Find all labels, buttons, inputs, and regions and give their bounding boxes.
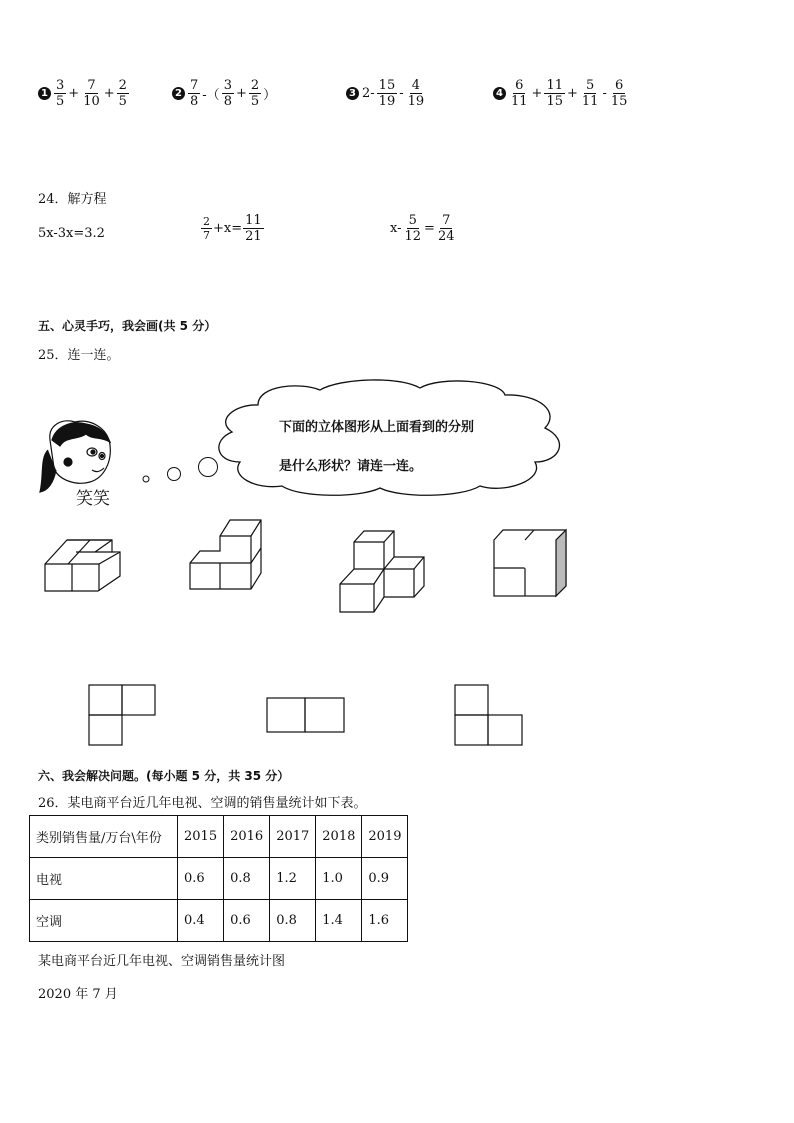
item-number: 3 xyxy=(346,87,359,100)
table-cell: 类别销售量/万台\年份 xyxy=(30,816,178,858)
table-cell: 0.6 xyxy=(178,858,224,900)
fraction: $\frac{7}{10}$ xyxy=(83,78,100,109)
equation-2: $\frac{2}{7}$ +x= $\frac{11}{21}$ xyxy=(203,213,262,244)
solid-figure-2 xyxy=(190,520,261,589)
fraction: $\frac{4}{19}$ xyxy=(407,78,425,109)
section-6-title: 六、我会解决问题。(每小题 5 分，共 35 分） xyxy=(38,769,290,783)
chart-title: 某电商平台近几年电视、空调销售量统计图 xyxy=(38,954,286,969)
table-cell: 2016 xyxy=(224,816,270,858)
operator: + xyxy=(235,86,247,101)
solid-figure-1 xyxy=(45,540,120,591)
table-cell: 1.0 xyxy=(316,858,362,900)
girl-name: 笑笑 xyxy=(76,489,110,509)
table-row xyxy=(30,858,408,900)
solid-figure-3 xyxy=(340,531,424,612)
table-row xyxy=(30,816,408,858)
item-number: 1 xyxy=(38,87,51,100)
fraction: $\frac{15}{19}$ xyxy=(378,78,396,109)
q25-title: 25．连一连。 xyxy=(38,348,120,363)
solid-figure-4 xyxy=(494,530,566,596)
table-cell: 0.8 xyxy=(224,858,270,900)
item-number: 2 xyxy=(172,87,185,100)
table-cell: 2015 xyxy=(178,816,224,858)
sales-table xyxy=(29,815,408,942)
table-cell: 0.8 xyxy=(270,900,316,942)
operator: 2- xyxy=(362,86,375,101)
fraction: $\frac{6}{11}$ xyxy=(511,78,528,109)
equation-3: x- $\frac{5}{12}$ = $\frac{7}{24}$ xyxy=(390,213,455,244)
thought-dot-small xyxy=(143,476,149,482)
top-view-3 xyxy=(455,685,522,745)
q24-title: 24．解方程 xyxy=(38,192,107,207)
item-number: 4 xyxy=(493,87,506,100)
section-5-title: 五、心灵手巧，我会画(共 5 分） xyxy=(38,319,217,333)
operator: - xyxy=(602,86,607,101)
table-cell: 0.6 xyxy=(224,900,270,942)
fraction: $\frac{7}{8}$ xyxy=(190,78,199,109)
fraction: $\frac{2}{5}$ xyxy=(250,78,260,109)
table-cell: 电视 xyxy=(30,858,178,900)
bubble-line-2: 是什么形状？请连一连。 xyxy=(279,459,423,474)
top-view-2 xyxy=(267,698,344,732)
table-row xyxy=(30,900,408,942)
table-cell: 1.4 xyxy=(316,900,362,942)
speech-cloud xyxy=(219,380,560,495)
bubble-line-1: 下面的立体图形从上面看到的分别 xyxy=(279,420,475,435)
table-cell: 2019 xyxy=(362,816,408,858)
thought-dot-medium xyxy=(168,468,181,481)
operator: + xyxy=(103,86,115,101)
table-cell: 2017 xyxy=(270,816,316,858)
thought-dot-large xyxy=(199,458,218,477)
fraction: $\frac{6}{15}$ xyxy=(610,78,628,109)
fraction: $\frac{3}{8}$ xyxy=(223,78,232,109)
table-cell: 0.9 xyxy=(362,858,408,900)
girl-illustration xyxy=(40,421,110,492)
operator: + xyxy=(531,86,543,101)
fraction: $\frac{5}{11}$ xyxy=(581,78,599,109)
operator: + xyxy=(68,86,80,101)
operator: -（ xyxy=(202,88,220,103)
equation-1: 5x-3x=3.2 xyxy=(38,226,105,241)
q26-title: 26．某电商平台近几年电视、空调的销售量统计如下表。 xyxy=(38,796,367,811)
table-cell: 0.4 xyxy=(178,900,224,942)
table-cell: 空调 xyxy=(30,900,178,942)
fraction: $\frac{3}{5}$ xyxy=(56,78,65,109)
chart-date: 2020 年 7 月 xyxy=(38,987,118,1002)
operator: - xyxy=(399,86,404,101)
table-cell: 1.2 xyxy=(270,858,316,900)
operator: + xyxy=(567,86,578,101)
fraction: $\frac{2}{5}$ xyxy=(118,78,127,109)
table-cell: 2018 xyxy=(316,816,362,858)
fraction: $\frac{11}{15}$ xyxy=(546,78,563,109)
table-cell: 1.6 xyxy=(362,900,408,942)
operator: ） xyxy=(263,88,277,103)
top-view-1 xyxy=(89,685,155,745)
